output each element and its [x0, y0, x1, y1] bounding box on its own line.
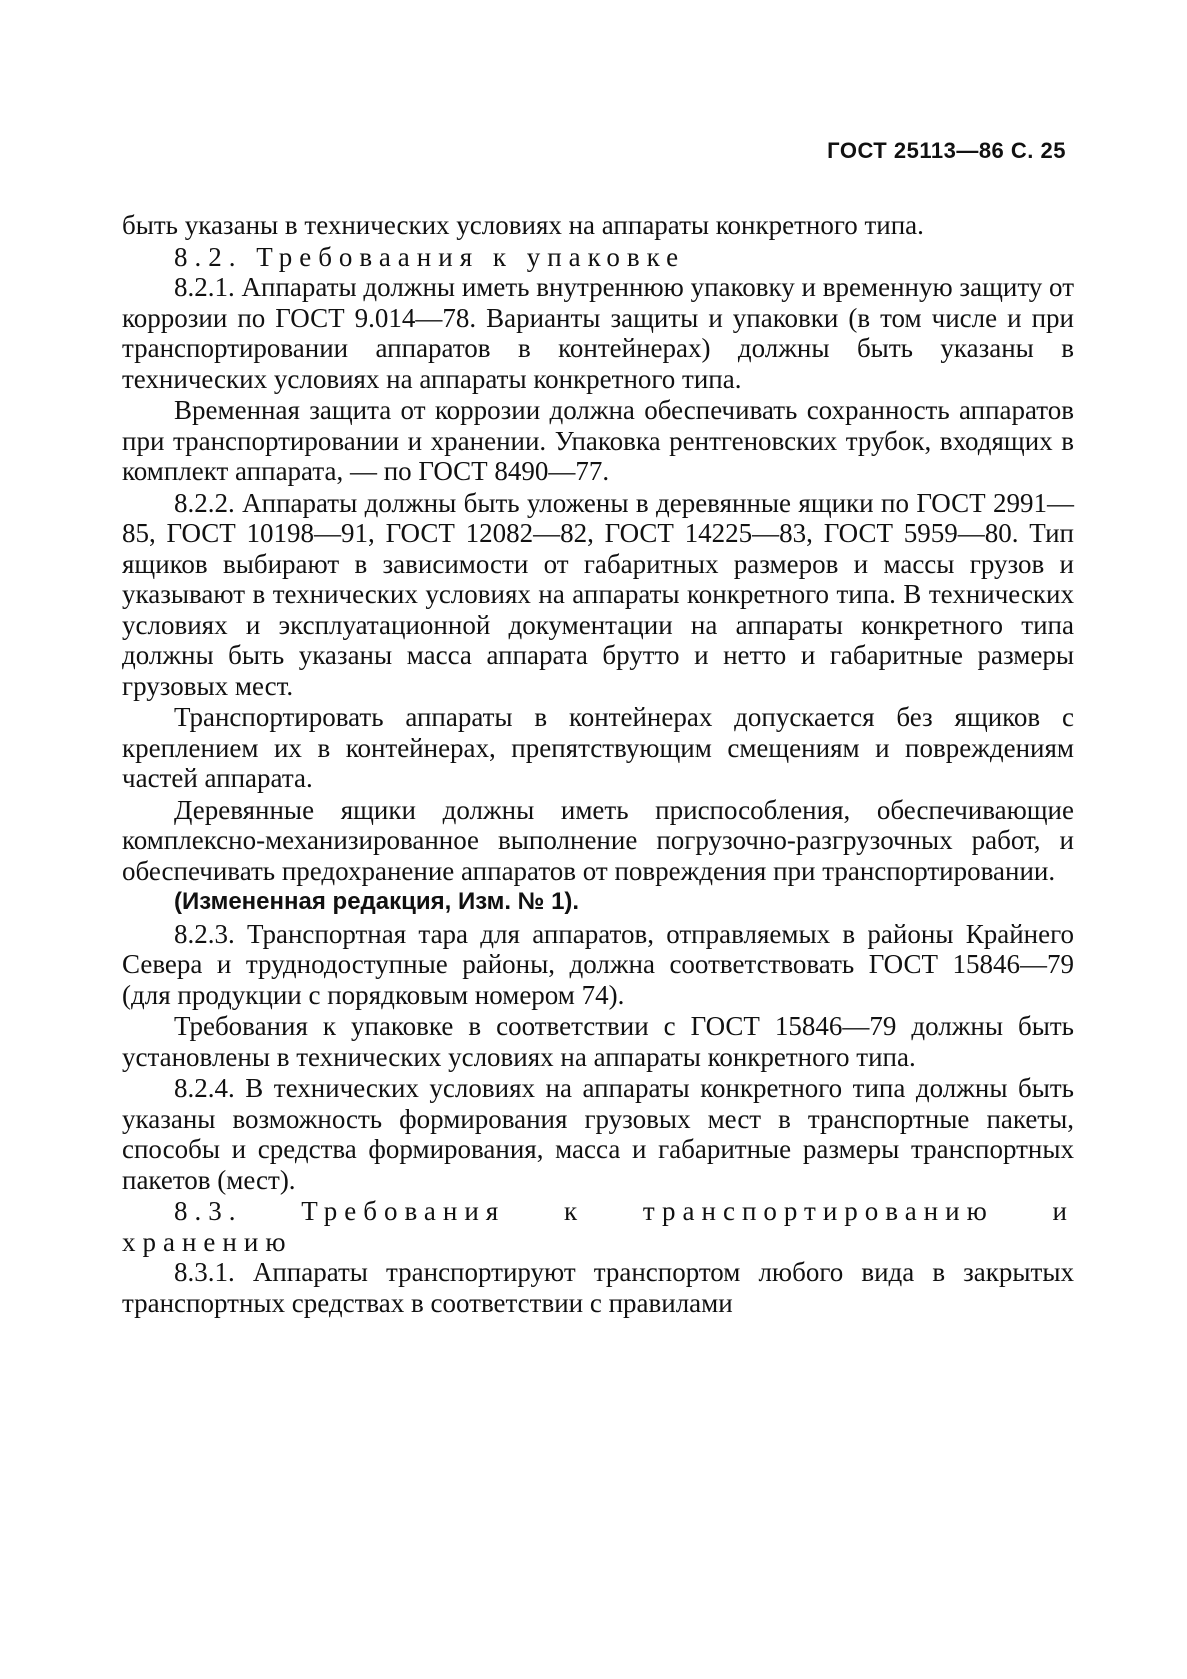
- paragraph-8-2-2: 8.2.2. Аппараты должны быть уложены в деревянные ящики по ГОСТ 2991—85, ГОСТ 10198—91, ГОСТ 12082—82, ГОСТ 14225—83, ГОСТ 5959—80. Тип ящиков выбирают в зависимости от габаритных размеров и массы грузов и указывают в технических условиях на аппараты конкретного типа. В технических условиях и эксплуатационной документации на аппараты конкретного типа должны быть указаны масса аппарата брутто и нетто и габаритные размеры грузовых мест.: [122, 487, 1074, 701]
- page-header: ГОСТ 25113—86 С. 25: [827, 138, 1066, 163]
- paragraph-packaging-requirements: Требования к упаковке в соответствии с ГОСТ 15846—79 должны быть установлены в технических условиях на аппараты конкретного типа.: [122, 1011, 1074, 1072]
- paragraph-8-2-4: 8.2.4. В технических условиях на аппараты конкретного типа должны быть указаны возможность формирования грузовых мест в транспортные пакеты, способы и средства формирования, масса и габаритные размеры транспортных пакетов (мест).: [122, 1073, 1074, 1195]
- paragraph-8-3-1: 8.3.1. Аппараты транспортируют транспортом любого вида в закрытых транспортных средствах в соответствии с правилами: [122, 1257, 1074, 1318]
- document-body: [122, 210, 1074, 1319]
- section-heading-8-3: 8.3. Требования к транспортированию и хранению: [122, 1196, 1074, 1257]
- section-heading-8-2: 8.2. Требоваания к упаковке: [174, 241, 686, 272]
- paragraph-temporary-protection: Временная защита от коррозии должна обеспечивать сохранность аппаратов при транспортировании и хранении. Упаковка рентгеновских трубок, входящих в комплект аппарата, — по ГОСТ 8490—77.: [122, 395, 1074, 486]
- paragraph-8-2-3: 8.2.3. Транспортная тара для аппаратов, отправляемых в районы Крайнего Севера и труднодоступные районы, должна соответствовать ГОСТ 15846—79 (для продукции с порядковым номером 74).: [122, 918, 1074, 1010]
- amendment-note: (Измененная редакция, Изм. № 1).: [174, 888, 580, 915]
- paragraph-containers: Транспортировать аппараты в контейнерах допускается без ящиков с креплением их в контейнерах, препятствующим смещениям и повреждениям частей аппарата.: [122, 702, 1074, 793]
- paragraph-wooden-boxes: Деревянные ящики должны иметь приспособления, обеспечивающие комплексно-механизированное выполнение погрузочно-разгрузочных работ, и обеспечивать предохранение аппаратов от повреждения при транспортировании.: [122, 794, 1074, 886]
- paragraph-8-2-1: 8.2.1. Аппараты должны иметь внутреннюю упаковку и временную защиту от коррозии по ГОСТ 9.014—78. Варианты защиты и упаковки (в том числе и при транспортировании аппаратов в контейнерах) должны быть указаны в технических условиях на аппараты конкретного типа.: [122, 272, 1074, 394]
- paragraph-continuation: быть указаны в технических условиях на аппараты конкретного типа.: [122, 210, 924, 240]
